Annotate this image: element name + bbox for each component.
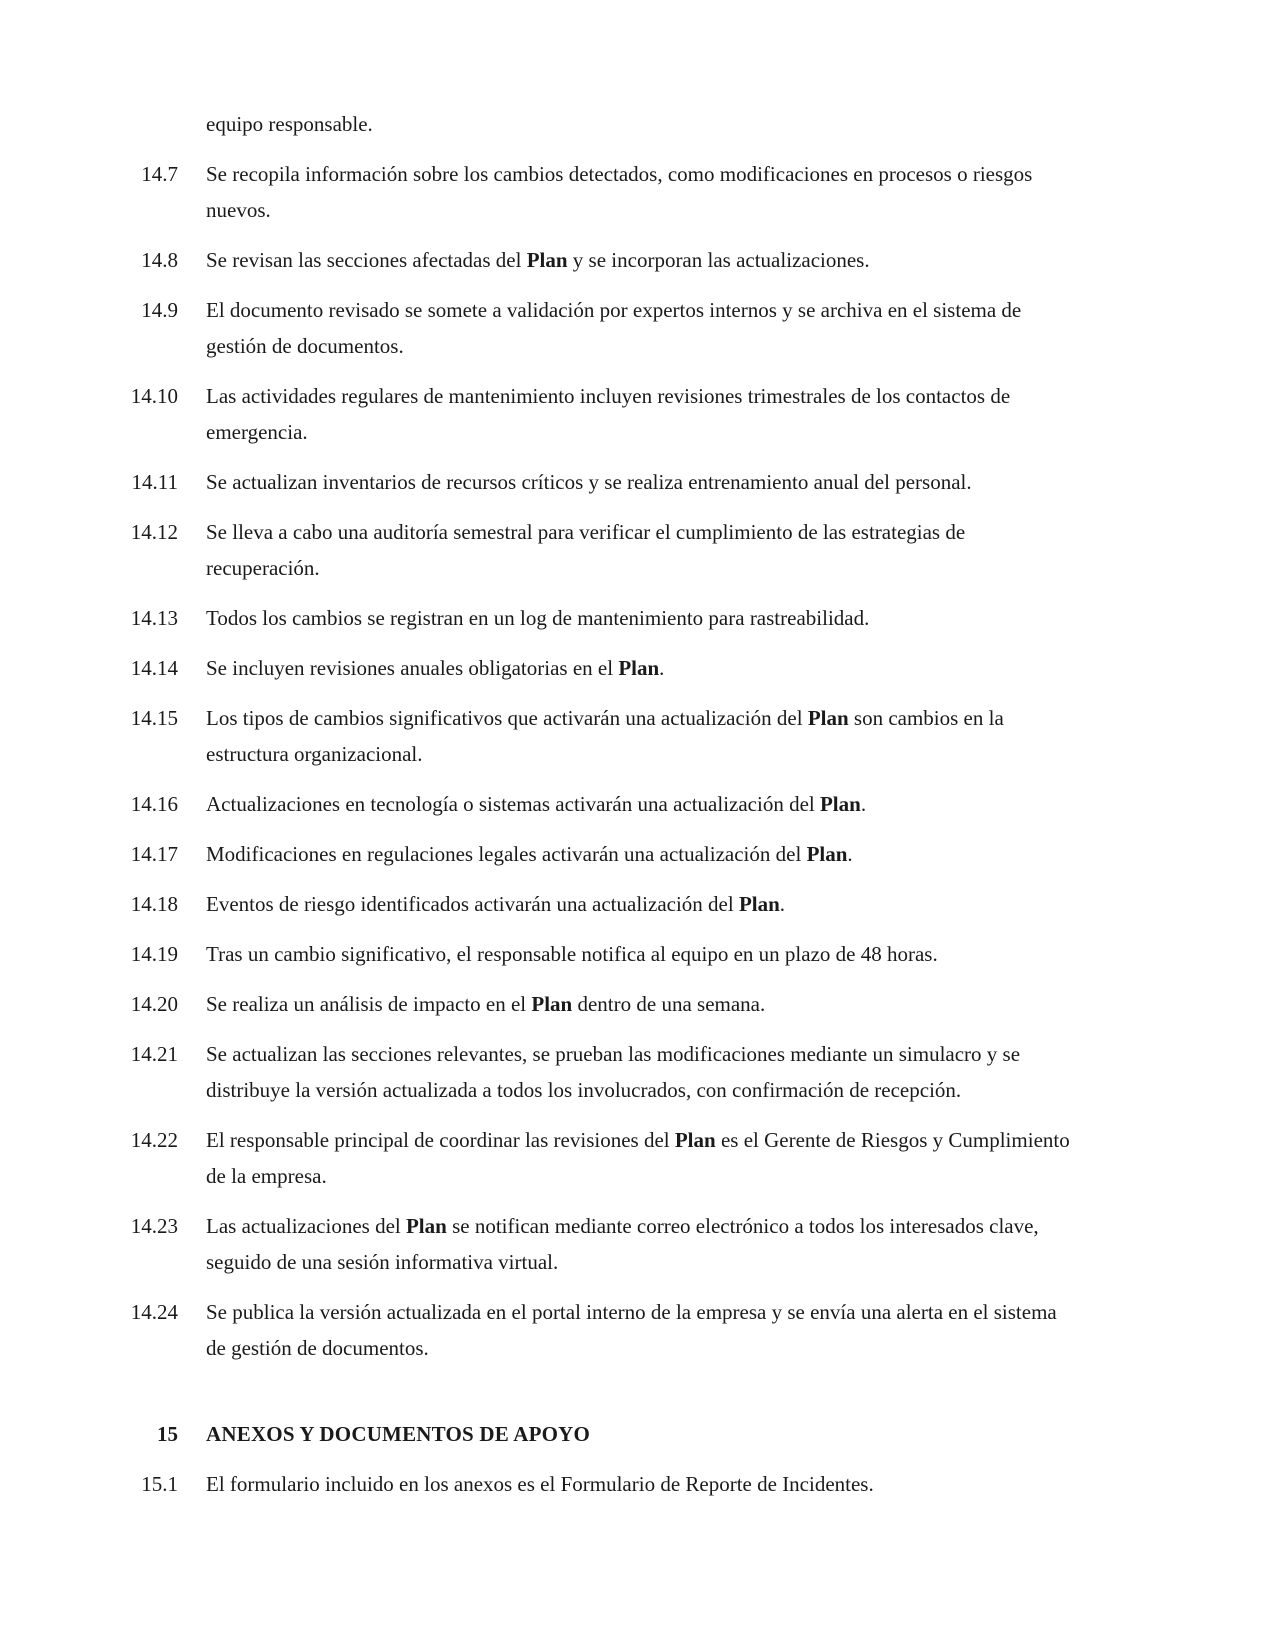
list-item — [0, 836, 1275, 872]
body-text: Todos los cambios se registran en un log de mantenimiento para rastreabilidad. — [206, 606, 870, 630]
list-item — [0, 1036, 1275, 1108]
item-text — [206, 514, 1080, 586]
body-text: Se publica la versión actualizada en el portal interno de la empresa y se envía una alerta en el sistema de gestión de documentos. — [206, 1300, 1057, 1360]
item-number: 14.17 — [130, 842, 178, 866]
item-number: 14.20 — [130, 992, 178, 1016]
item-text — [206, 156, 1080, 228]
body-text: Se lleva a cabo una auditoría semestral para verificar el cumplimiento de las estrategias de recuperación. — [206, 520, 966, 580]
list-item — [0, 600, 1275, 636]
bold-text: Plan — [618, 656, 660, 680]
item-number: 15.1 — [141, 1472, 178, 1496]
list-item — [0, 650, 1275, 686]
item-number: 14.19 — [130, 942, 178, 966]
item-number: 14.21 — [130, 1042, 178, 1066]
list-item — [0, 786, 1275, 822]
item-text — [206, 1036, 1080, 1108]
item-number: 14.16 — [130, 792, 178, 816]
item-text — [206, 650, 1080, 686]
list-item — [0, 464, 1275, 500]
item-number: 14.14 — [130, 656, 178, 680]
body-text: Modificaciones en regulaciones legales activarán una actualización del — [206, 842, 807, 866]
item-text — [206, 1208, 1080, 1280]
item-number: 14.10 — [130, 384, 178, 408]
bold-text: Plan — [806, 842, 848, 866]
continuation-line — [0, 106, 1275, 142]
bold-text: Plan — [526, 248, 568, 272]
item-number: 14.15 — [130, 706, 178, 730]
item-number: 14.11 — [131, 470, 178, 494]
list-item — [0, 378, 1275, 450]
body-text: El formulario incluido en los anexos es el Formulario de Reporte de Incidentes. — [206, 1472, 874, 1496]
body-text: Eventos de riesgo identificados activarán una actualización del — [206, 892, 739, 916]
item-text — [206, 886, 1080, 922]
body-text: Se actualizan inventarios de recursos críticos y se realiza entrenamiento anual del personal. — [206, 470, 972, 494]
item-number: 14.9 — [141, 298, 178, 322]
item-text — [206, 936, 1080, 972]
list-item — [0, 886, 1275, 922]
list-item — [0, 936, 1275, 972]
body-text: El responsable principal de coordinar las revisiones del — [206, 1128, 675, 1152]
body-text: El documento revisado se somete a validación por expertos internos y se archiva en el sistema de gestión de documentos. — [206, 298, 1022, 358]
item-number: 14.7 — [141, 162, 178, 186]
item-text — [206, 106, 1080, 142]
list-item — [0, 1294, 1275, 1366]
bold-text: Plan — [531, 992, 573, 1016]
bold-text: Plan — [405, 1214, 447, 1238]
item-number: 14.18 — [130, 892, 178, 916]
body-text: . — [659, 656, 665, 680]
body-text: . — [779, 892, 786, 916]
item-number: 14.22 — [130, 1128, 178, 1152]
item-text — [206, 1416, 1080, 1452]
item-number: 14.24 — [130, 1300, 178, 1324]
list-item — [0, 1122, 1275, 1194]
body-text: Las actualizaciones del — [206, 1214, 406, 1238]
list-item — [0, 292, 1275, 364]
item-text — [206, 600, 1080, 636]
bold-text: Plan — [819, 792, 861, 816]
body-text: es el Gerente de Riesgos y Cumplimiento de la empresa. — [206, 1128, 1070, 1188]
body-text: Se recopila información sobre los cambios detectados, como modificaciones en procesos o riesgos nuevos. — [206, 162, 1033, 222]
item-number: 15 — [157, 1422, 178, 1446]
body-text: Tras un cambio significativo, el responsable notifica al equipo en un plazo de 48 horas. — [206, 942, 938, 966]
item-text — [206, 292, 1080, 364]
item-number: 14.23 — [130, 1214, 178, 1238]
list-item — [0, 986, 1275, 1022]
bold-text: Plan — [807, 706, 849, 730]
body-text: equipo responsable. — [206, 112, 373, 136]
bold-text: Plan — [674, 1128, 716, 1152]
item-text — [206, 786, 1080, 822]
item-text — [206, 700, 1080, 772]
bold-text: Plan — [738, 892, 780, 916]
item-text — [206, 378, 1080, 450]
item-text — [206, 1294, 1080, 1366]
body-text: son cambios en la estructura organizacional. — [206, 706, 1004, 766]
body-text: se notifican mediante correo electrónico a todos los interesados clave, seguido de una sesión informativa virtual. — [206, 1214, 1039, 1274]
item-text — [206, 1122, 1080, 1194]
list-item — [0, 1466, 1275, 1502]
item-text — [206, 836, 1080, 872]
item-text — [206, 464, 1080, 500]
item-number: 14.13 — [130, 606, 178, 630]
list-item — [0, 1208, 1275, 1280]
body-text: Se realiza un análisis de impacto en el — [206, 992, 532, 1016]
body-text: Las actividades regulares de mantenimiento incluyen revisiones trimestrales de los contactos de emergencia. — [206, 384, 1011, 444]
item-number: 14.8 — [141, 248, 178, 272]
list-item — [0, 156, 1275, 228]
list-item — [0, 700, 1275, 772]
body-text: . — [847, 842, 853, 866]
body-text: . — [860, 792, 867, 816]
item-text — [206, 242, 1080, 278]
list-item — [0, 514, 1275, 586]
item-number: 14.12 — [130, 520, 178, 544]
body-text: Se actualizan las secciones relevantes, se prueban las modificaciones mediante un simulacro y se distribuye la versión actualizada a todos los involucrados, con confirmación de recepción. — [206, 1042, 1021, 1102]
document-content — [0, 106, 1275, 1502]
body-text: y se incorporan las actualizaciones. — [567, 248, 870, 272]
body-text: dentro de una semana. — [572, 992, 766, 1016]
body-text: Actualizaciones en tecnología o sistemas activarán una actualización del — [206, 792, 820, 816]
item-text — [206, 986, 1080, 1022]
body-text: Se incluyen revisiones anuales obligatorias en el — [206, 656, 619, 680]
section-heading — [0, 1416, 1275, 1452]
list-item — [0, 242, 1275, 278]
item-text — [206, 1466, 1080, 1502]
body-text: Los tipos de cambios significativos que activarán una actualización del — [206, 706, 808, 730]
body-text: Se revisan las secciones afectadas del — [206, 248, 527, 272]
bold-text: ANEXOS Y DOCUMENTOS DE APOYO — [206, 1422, 591, 1446]
